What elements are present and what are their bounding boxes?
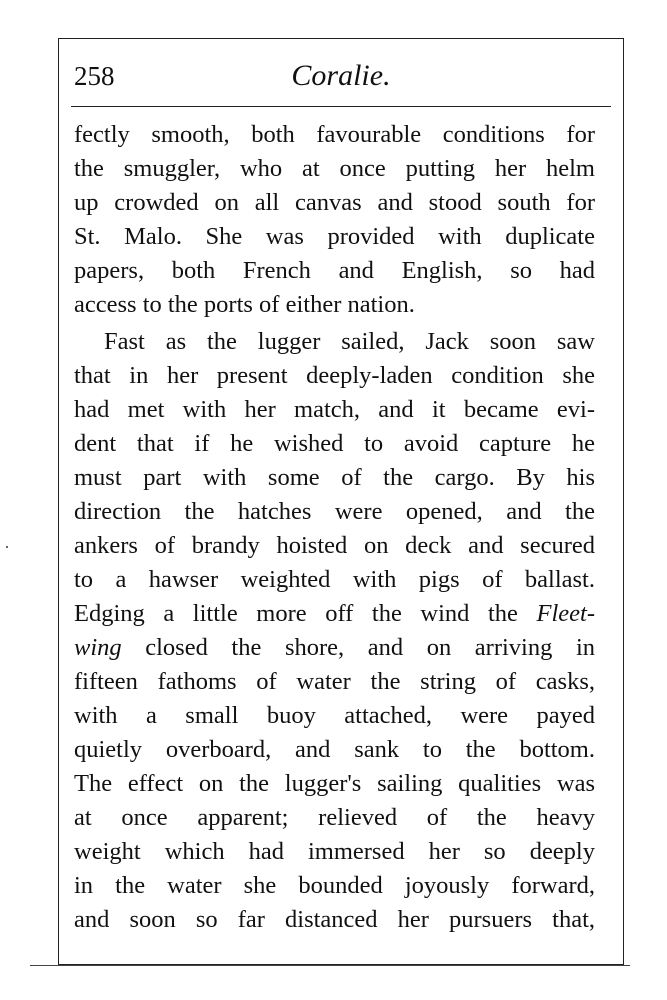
page-number: 258 — [74, 61, 115, 91]
text-line: access to the ports of either nation. — [74, 291, 415, 318]
text-line: had met with her match, and it became evi- — [74, 396, 595, 423]
text-line: ankers of brandy hoisted on deck and secured — [74, 532, 595, 559]
text-line — [74, 634, 595, 662]
text-line: Fast as the lugger sailed, Jack soon saw — [104, 328, 595, 355]
text-line: with a small buoy attached, were payed — [74, 702, 595, 729]
italic-ship-name: wing — [74, 634, 122, 661]
text-line — [74, 600, 595, 628]
bottom-page-rule — [30, 965, 630, 966]
text-line: the smuggler, who at once putting her helm — [74, 155, 595, 182]
italic-ship-name: Fleet- — [536, 600, 595, 627]
text-line: fifteen fathoms of water the string of casks, — [74, 668, 595, 695]
text-line: to a hawser weighted with pigs of ballast. — [74, 566, 595, 593]
text-line: fectly smooth, both favourable conditions for — [74, 121, 595, 148]
book-page — [58, 38, 624, 966]
header-rule — [71, 106, 611, 107]
text-line: The effect on the lugger's sailing qualities was — [74, 770, 595, 797]
margin-speck — [6, 546, 8, 548]
text-line: in the water she bounded joyously forward, — [74, 872, 595, 899]
text-line: must part with some of the cargo. By his — [74, 464, 595, 491]
text-line: quietly overboard, and sank to the bottom. — [74, 736, 595, 763]
text-line: that in her present deeply-laden condition she — [74, 362, 595, 389]
text-line: direction the hatches were opened, and the — [74, 498, 595, 525]
text-line: up crowded on all canvas and stood south for — [74, 189, 595, 216]
text-line: dent that if he wished to avoid capture he — [74, 430, 595, 457]
page-header — [59, 39, 623, 111]
text-line: weight which had immersed her so deeply — [74, 838, 595, 865]
text-line: and soon so far distanced her pursuers that, — [74, 906, 595, 933]
text-line: St. Malo. She was provided with duplicate — [74, 223, 595, 250]
text-line: papers, both French and English, so had — [74, 257, 595, 284]
running-title: Coralie. — [291, 59, 391, 92]
text-segment: closed the shore, and on arriving in — [121, 634, 595, 661]
text-segment: Edging a little more off the wind the — [74, 600, 537, 627]
text-line: at once apparent; relieved of the heavy — [74, 804, 595, 831]
